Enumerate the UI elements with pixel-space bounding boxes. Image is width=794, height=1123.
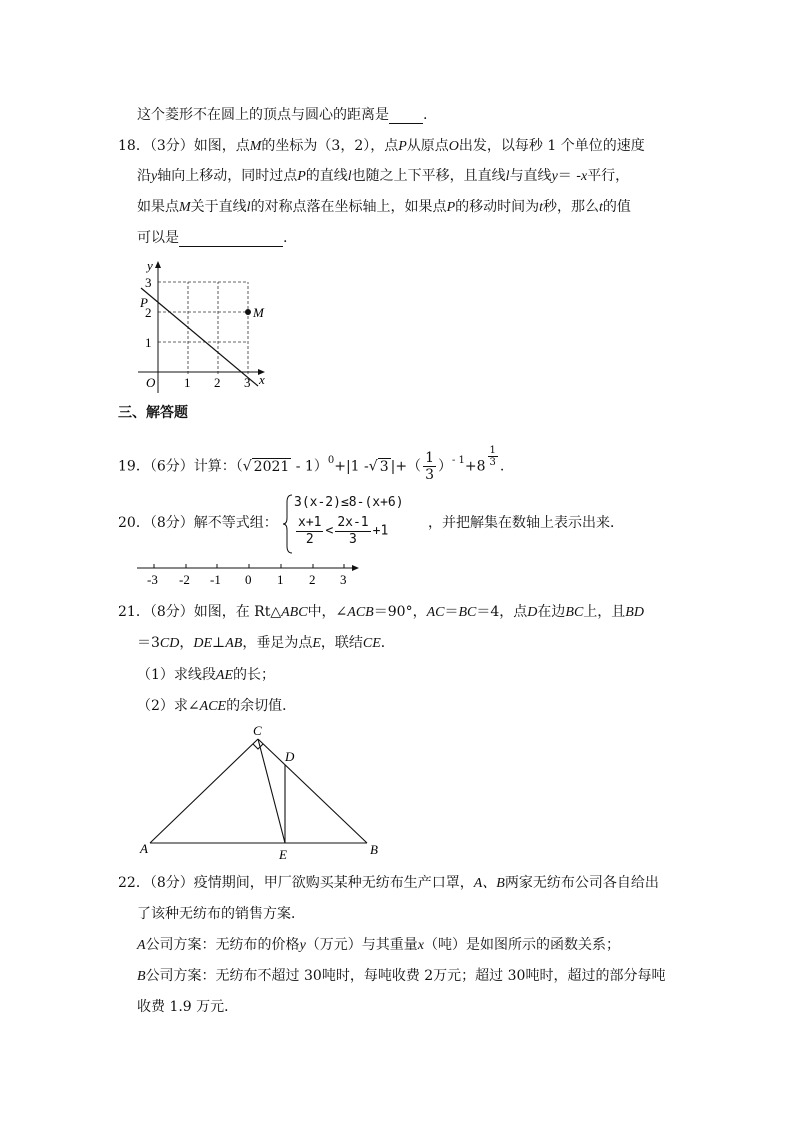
q19-line (118, 445, 505, 483)
grid-lines (158, 282, 248, 374)
q18-text: 秒，那么 (543, 199, 600, 215)
q21-text: （2）求∠ (137, 698, 200, 714)
q21-text: 在边 (537, 604, 566, 620)
var-B: B (137, 969, 146, 984)
x-tick-label: 2 (214, 375, 221, 390)
q22-line5: 收费 1.9 万元． (137, 999, 239, 1015)
q22-text: （吨）是如图所示的函数关系； (424, 937, 620, 953)
q18-answer-blank[interactable] (179, 232, 283, 247)
q21-triangle-figure (135, 722, 385, 862)
q20-fraction-right (335, 515, 370, 548)
q18-text: 的移动时间为 (455, 199, 540, 215)
q18-text: 与直线 (509, 168, 552, 184)
q19-exponent: 0 (327, 454, 335, 466)
q18-text: 的值 (602, 199, 631, 215)
q22-line3 (137, 936, 620, 955)
label-D: D (285, 749, 295, 764)
x-tick-label: 1 (184, 375, 191, 390)
q20-plus-one: +1 (372, 523, 389, 539)
var-CD: CD (159, 636, 180, 651)
number-line-label: -1 (210, 572, 221, 587)
fraction-numerator: 1 (489, 445, 496, 456)
q19-text: +8 (464, 458, 486, 475)
label-A: A (140, 841, 148, 856)
number-line-ticks (154, 564, 344, 568)
q20-prefix: 20．（8分）解不等式组： (118, 515, 278, 531)
q18-text: 的坐标为（3，2），点 (261, 138, 399, 154)
sqrt-sign-icon: √ (368, 458, 378, 475)
fraction-denominator: 2 (305, 532, 314, 547)
point-M (245, 309, 251, 315)
var-A-B: A、B (473, 876, 505, 891)
q19-text: 19．（6分）计算：（ (118, 458, 243, 475)
q21-text: ＝ (444, 604, 459, 620)
number-line (133, 560, 373, 594)
q18-line4 (137, 229, 287, 247)
q19-period: . (499, 458, 505, 475)
q19-text: - 1） (291, 458, 328, 475)
var-l: l (246, 200, 251, 215)
q21-text: ＝3 (137, 635, 160, 651)
x-tick-label: 3 (244, 375, 251, 390)
q18-text: 的直线 (305, 168, 348, 184)
var-x: x (417, 938, 424, 953)
fraction-denominator: 3 (489, 457, 496, 468)
var-M: M (179, 200, 191, 215)
q22-line4 (137, 967, 665, 986)
q18-line1 (118, 137, 645, 156)
label-B: B (370, 842, 378, 857)
number-line-label: -2 (179, 572, 190, 587)
var-D: D (527, 605, 538, 620)
q18-text: ＝ - (557, 168, 581, 184)
q21-text: ． (380, 635, 395, 651)
number-line-label: 1 (277, 572, 284, 587)
q21-text: 中，∠ (307, 604, 348, 620)
right-angle-mark-C (253, 744, 263, 749)
q18-text: 如果点 (137, 199, 179, 215)
var-O: O (448, 139, 459, 154)
var-P: P (297, 169, 306, 184)
label-P: P (140, 295, 148, 310)
q21-text: ，垂足为点 (242, 635, 313, 651)
q19-exponent: - 1 (451, 454, 465, 466)
q22-line1 (118, 874, 659, 893)
q21-text: ⊥ (212, 635, 226, 651)
segment-CE (258, 739, 285, 843)
y-tick-label: 3 (145, 275, 152, 290)
q22-text: 22．（8分）疫情期间，甲厂欲购买某种无纺布生产口罩， (118, 875, 474, 891)
q22-line2: 了该种无纺布的销售方案． (137, 906, 305, 922)
y-tick-label: 1 (145, 335, 152, 350)
var-t: t (539, 200, 544, 215)
var-DE: DE (193, 636, 213, 651)
q21-part1 (137, 666, 275, 685)
q19-text: ） (437, 458, 452, 475)
q19-exp-fraction (488, 445, 498, 468)
var-P: P (446, 200, 456, 215)
q18-text: 可以是 (137, 230, 179, 246)
var-y: y (299, 938, 306, 953)
q17-period: . (423, 107, 428, 123)
q21-text: ，联结 (320, 635, 363, 651)
q18-text: 轴向上移动，同时过点 (157, 168, 298, 184)
number-line-label: 0 (245, 572, 252, 587)
var-E: E (312, 636, 321, 651)
q21-text: ， (179, 635, 194, 651)
var-ABC: ABC (281, 605, 308, 620)
label-x: x (259, 372, 265, 387)
q21-text: 上，且 (583, 604, 626, 620)
q18-text: 出发，以每秒 1 个单位的速度 (458, 138, 645, 154)
var-AB: AB (225, 636, 243, 651)
var-ACB: ACB (347, 605, 374, 620)
q20-ineq2 (294, 515, 388, 548)
q20-ineq1: 3(x-2)≤8-(x+6) (294, 495, 404, 510)
var-CE: CE (362, 636, 381, 651)
var-x: x (580, 169, 588, 184)
q18-text: 平行， (587, 168, 630, 184)
q19-text: |+（ (390, 458, 422, 475)
q18-text: 沿 (137, 168, 151, 184)
var-BD: BD (625, 605, 644, 620)
q21-text: ＝90°， (373, 604, 427, 620)
side-CB (258, 739, 367, 843)
var-P: P (398, 139, 407, 154)
number-line-arrow-icon (352, 565, 359, 571)
var-ACE: ACE (199, 699, 227, 714)
q21-text: 21．（8分）如图，在 Rt△ (118, 604, 282, 620)
q18-line3 (137, 198, 631, 217)
q18-text: 关于直线 (190, 199, 247, 215)
var-l: l (347, 169, 352, 184)
var-A: A (137, 938, 146, 953)
var-M: M (249, 139, 262, 154)
q21-line2 (137, 634, 395, 653)
number-line-label: -3 (147, 572, 158, 587)
q19-fraction (423, 450, 436, 483)
sqrt-sign-icon: √ (242, 458, 252, 475)
side-CA (150, 739, 258, 843)
q21-text: （1）求线段 (137, 667, 216, 683)
fraction-numerator: x+1 (298, 515, 322, 530)
q17-answer-blank[interactable] (389, 109, 423, 124)
var-y: y (151, 169, 158, 184)
label-M: M (253, 305, 264, 320)
section-heading: 三、解答题 (118, 405, 188, 421)
q19-radicand: 3 (379, 458, 389, 475)
q21-part2 (137, 697, 296, 716)
q21-line1 (118, 603, 644, 622)
q22-text: 两家无纺布公司各自给出 (504, 875, 659, 891)
brace-icon (283, 494, 293, 554)
var-l: l (505, 169, 510, 184)
fraction-denominator: 3 (425, 467, 434, 483)
var-AC: AC (426, 605, 445, 620)
q19-radicand: 2021 (253, 458, 290, 475)
q18-line2 (137, 167, 629, 186)
number-line-label: 2 (309, 572, 316, 587)
fraction-denominator: 3 (349, 532, 357, 547)
var-y: y (551, 169, 558, 184)
q17-tail-line (137, 106, 427, 124)
q22-text: 公司方案：无纺布的价格 (145, 937, 300, 953)
q18-text: 18．（3分）如图，点 (118, 138, 250, 154)
q18-text: 也随之上下平移，且直线 (351, 168, 506, 184)
q17-text: 这个菱形不在圆上的顶点与圆心的距离是 (137, 107, 389, 123)
var-AE: AE (215, 668, 234, 683)
label-E: E (279, 847, 287, 862)
q21-text: 的长； (233, 667, 276, 683)
q18-coordinate-figure (133, 258, 283, 398)
var-BC: BC (458, 605, 477, 620)
fraction-numerator: 2x-1 (337, 515, 369, 530)
q18-period: . (283, 230, 288, 246)
y-tick-label: 2 (145, 305, 152, 320)
q22-text: 公司方案：无纺布不超过 30吨时，每吨收费 2万元；超过 30吨时，超过的部分每吨 (145, 968, 666, 984)
var-BC: BC (565, 605, 584, 620)
q20-suffix: ，并把解集在数轴上表示出来． (428, 515, 624, 531)
q18-text: 的对称点落在坐标轴上，如果点 (250, 199, 447, 215)
q22-text: （万元）与其重量 (305, 937, 418, 953)
q21-text: 的余切值． (226, 698, 297, 714)
label-origin: O (146, 375, 156, 390)
var-t: t (599, 200, 603, 215)
line-l (141, 288, 258, 386)
label-y: y (147, 258, 153, 273)
q21-text: ＝4，点 (476, 604, 528, 620)
q18-text: 从原点 (406, 138, 449, 154)
q19-text: +|1 - (334, 458, 369, 475)
label-C: C (253, 723, 262, 738)
q20-fraction-left (296, 515, 323, 548)
less-than-sign: < (325, 523, 334, 539)
number-line-label: 3 (340, 572, 347, 587)
fraction-numerator: 1 (425, 450, 434, 466)
y-axis-arrow-icon (155, 261, 161, 268)
